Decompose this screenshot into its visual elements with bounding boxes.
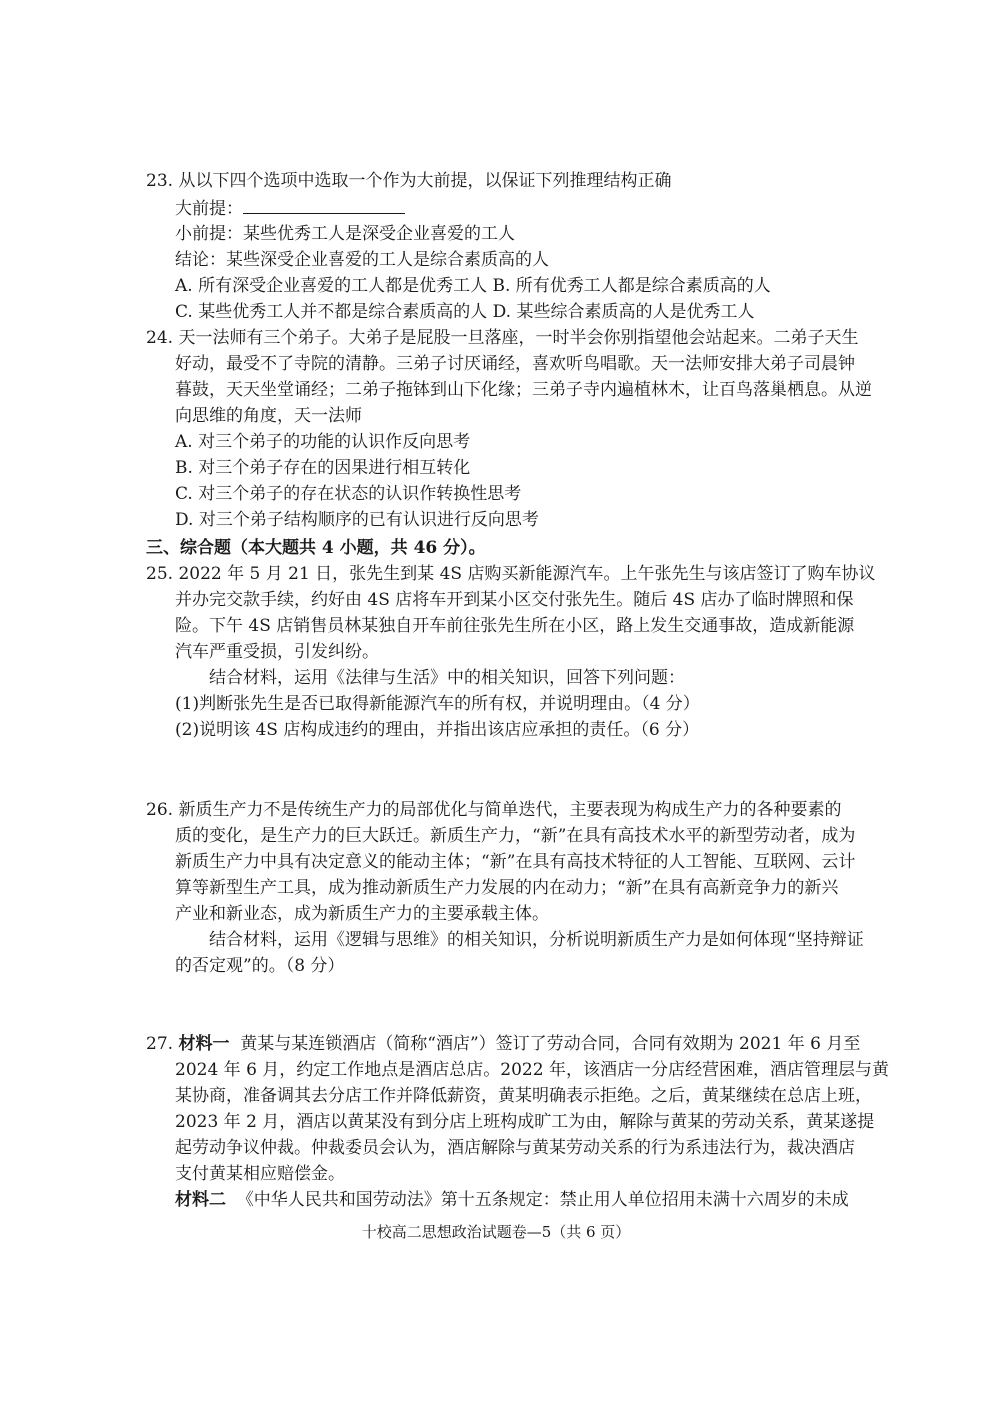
q25-line: 险。下午 4S 店销售员林某独自开车前往张先生所在小区，路上发生交通事故，造成新能源	[175, 616, 855, 636]
q27-line: 某协商，准备调其去分店工作并降低薪资，黄某明确表示拒绝。之后，黄某继续在总店上班，	[175, 1086, 872, 1106]
section-heading: 三、综合题（本大题共 4 小题，共 46 分）。	[146, 538, 486, 558]
material1-label: 材料一	[178, 1034, 230, 1054]
q26-line: 算等新型生产工具，成为推动新质生产力发展的内在动力；“新”在具有高新竞争力的新兴	[175, 878, 839, 898]
q26-line: 26. 新质生产力不是传统生产力的局部优化与简单迭代，主要表现为构成生产力的各种要素的	[146, 800, 842, 820]
q23-conclusion: 结论：某些深受企业喜爱的工人是综合素质高的人	[175, 250, 549, 270]
q25-line: 汽车严重受损，引发纠纷。	[175, 642, 379, 662]
q23-major-premise	[175, 195, 405, 222]
q24-line: 好动，最受不了寺院的清静。三弟子讨厌诵经，喜欢听鸟唱歌。天一法师安排大弟子司晨钟	[175, 354, 855, 374]
answer-blank	[243, 195, 405, 214]
material2-label: 材料二	[175, 1190, 226, 1210]
q26-instruction: 结合材料，运用《逻辑与思维》的相关知识，分析说明新质生产力是如何体现“坚持辩证	[209, 930, 864, 950]
q23-options-row2: C. 某些优秀工人并不都是综合素质高的人 D. 某些综合素质高的人是优秀工人	[175, 302, 755, 322]
q23-minor-premise: 小前提：某些优秀工人是深受企业喜爱的工人	[175, 224, 515, 244]
q24-option-d: D. 对三个弟子结构顺序的已有认识进行反向思考	[175, 510, 539, 530]
q24-option-a: A. 对三个弟子的功能的认识作反向思考	[175, 432, 471, 452]
q24-line: 暮鼓，天天坐堂诵经；二弟子拖钵到山下化缘；三弟子寺内遍植林木，让百鸟落巢栖息。从逆	[175, 380, 872, 400]
q23-options-row1: A. 所有深受企业喜爱的工人都是优秀工人 B. 所有优秀工人都是综合素质高的人	[175, 276, 771, 296]
q26-line: 新质生产力中具有决定意义的能动主体；“新”在具有高技术特征的人工智能、互联网、云计	[175, 852, 856, 872]
q23-major-premise-label: 大前提：	[175, 199, 243, 219]
material1-first-line: 黄某与某连锁酒店（简称“酒店”）签订了劳动合同，合同有效期为 2021 年 6 月至	[240, 1034, 861, 1054]
q24-line: 向思维的角度，天一法师	[175, 406, 362, 426]
material2-text: 《中华人民共和国劳动法》第十五条规定：禁止用人单位招用未满十六周岁的未成	[236, 1190, 849, 1210]
q24-line: 24. 天一法师有三个弟子。大弟子是屁股一旦落座，一时半会你别指望他会站起来。二弟子天生	[146, 328, 859, 348]
q27-line: 支付黄某相应赔偿金。	[175, 1164, 345, 1184]
q23-stem: 23. 从以下四个选项中选取一个作为大前提，以保证下列推理结构正确	[146, 171, 672, 191]
q27-line: 2023 年 2 月，酒店以黄某没有到分店上班构成旷工为由，解除与黄某的劳动关系，黄某遂提	[175, 1112, 875, 1132]
q25-instruction: 结合材料，运用《法律与生活》中的相关知识，回答下列问题：	[209, 668, 685, 688]
q27-line: 2024 年 6 月，约定工作地点是酒店总店。2022 年，该酒店一分店经营困难，酒店管理层与黄	[175, 1060, 889, 1080]
q26-line: 产业和新业态，成为新质生产力的主要承载主体。	[175, 904, 549, 924]
q26-line: 质的变化，是生产力的巨大跃迁。新质生产力，“新”在具有高技术水平的新型劳动者，成为	[175, 826, 856, 846]
q26-instruction-cont: 的否定观”的。（8 分）	[175, 956, 345, 976]
page-footer: 十校高二思想政治试题卷—5（共 6 页）	[361, 1223, 631, 1241]
q27-material1	[146, 1031, 860, 1057]
q25-subquestion-1: (1)判断张先生是否已取得新能源汽车的所有权，并说明理由。（4 分）	[175, 694, 700, 714]
q24-option-c: C. 对三个弟子的存在状态的认识作转换性思考	[175, 484, 522, 504]
q25-line: 并办完交款手续，约好由 4S 店将车开到某小区交付张先生。随后 4S 店办了临时牌照和保	[175, 590, 854, 610]
q27-number: 27.	[146, 1034, 179, 1054]
q25-line: 25. 2022 年 5 月 21 日，张先生到某 4S 店购买新能源汽车。上午张先生与该店签订了购车协议	[146, 564, 876, 584]
q24-option-b: B. 对三个弟子存在的因果进行相互转化	[175, 458, 471, 478]
q27-line: 起劳动争议仲裁。仲裁委员会认为，酒店解除与黄某劳动关系的行为系违法行为，裁决酒店	[175, 1138, 855, 1158]
q27-material2	[175, 1187, 849, 1213]
q25-subquestion-2: (2)说明该 4S 店构成违约的理由，并指出该店应承担的责任。（6 分）	[175, 720, 700, 740]
